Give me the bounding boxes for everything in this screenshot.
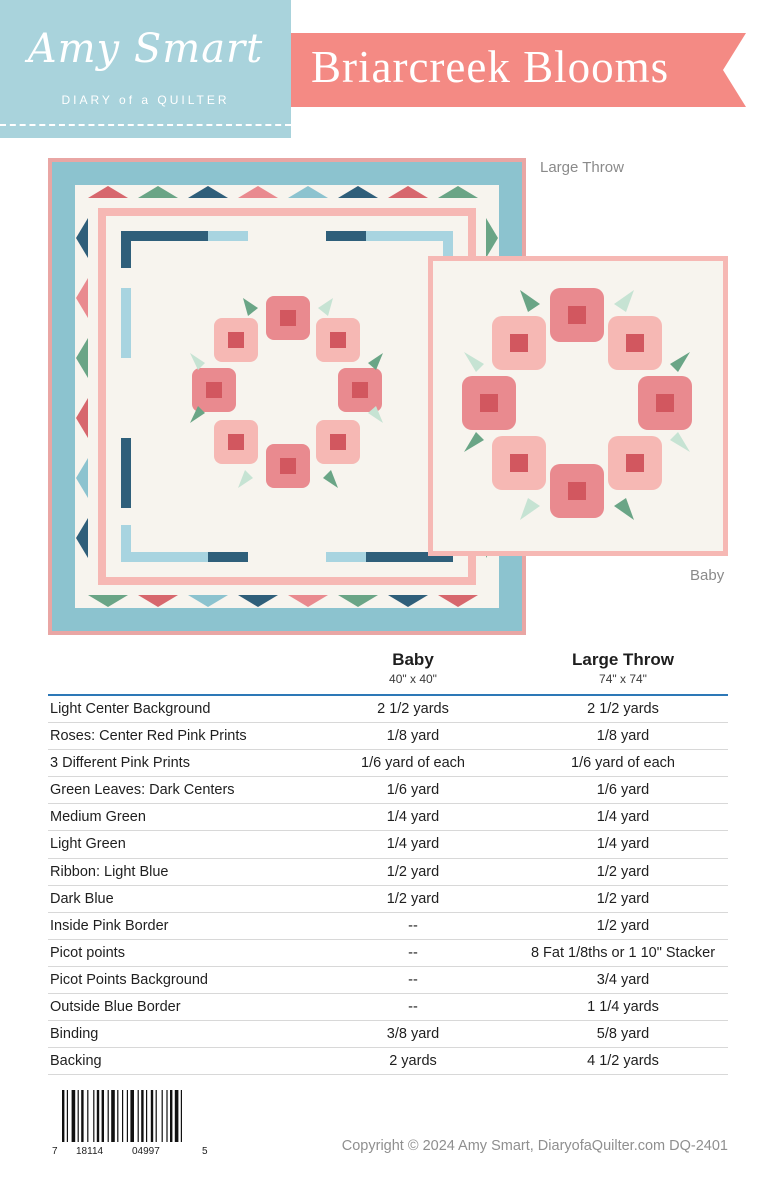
table-row [48,859,728,886]
barcode-bar [170,1090,172,1142]
barcode-bar [111,1090,115,1142]
brand-block [0,0,291,138]
barcode-bar [130,1090,134,1142]
barcode-bar [166,1090,167,1142]
baby-amount: -- [408,999,418,1016]
header-large-name: Large Throw [571,650,674,669]
barcode-bar [127,1090,128,1142]
baby-amount: 1/6 yard of each [361,755,465,772]
large-throw-amount: 1/8 yard [596,728,650,745]
header-baby [353,650,473,686]
baby-amount: -- [408,944,418,961]
fabric-item: Binding [50,1026,99,1043]
large-throw-amount: 1/6 yard [596,782,650,799]
barcode-bars [62,1090,182,1142]
fabric-item: Backing [50,1053,102,1070]
barcode-bar [62,1090,64,1142]
barcode-bar [97,1090,99,1142]
barcode-bar [175,1090,179,1142]
large-throw-amount: 2 1/2 yards [587,701,659,717]
baby-amount: -- [408,917,418,934]
table-row [48,1021,728,1048]
fabric-item: 3 Different Pink Prints [50,755,190,772]
baby-amount: -- [408,971,418,988]
barcode [50,1088,212,1158]
brand-dashed-line [0,124,291,126]
baby-amount: 1/8 yard [386,728,440,745]
table-header [48,648,728,696]
baby-amount: 3/8 yard [386,1026,440,1043]
header-large [543,650,703,686]
barcode-bar [151,1090,153,1142]
large-throw-amount: 1 1/4 yards [587,999,659,1016]
copyright-text: Copyright © 2024 Amy Smart, DiaryofaQuilter.com DQ-2401 [341,1138,728,1154]
fabric-item: Green Leaves: Dark Centers [50,782,235,799]
table-row [48,940,728,967]
fabric-item: Inside Pink Border [50,917,169,934]
baby-quilt-image [428,256,728,556]
barcode-bar [162,1090,163,1142]
header-baby-name: Baby [392,650,434,669]
large-throw-amount: 1/4 yard [596,836,650,853]
barcode-bar [138,1090,139,1142]
table-row [48,777,728,804]
baby-amount: 2 yards [389,1053,437,1070]
fabric-item: Medium Green [50,809,146,826]
baby-amount: 1/6 yard [386,782,440,799]
barcode-bar [78,1090,79,1142]
barcode-bar [93,1090,94,1142]
baby-amount: 1/2 yard [386,890,440,907]
table-row [48,1048,728,1075]
large-throw-amount: 1/2 yard [596,863,650,880]
baby-amount: 1/4 yard [386,809,440,826]
fabric-item: Outside Blue Border [50,999,181,1016]
barcode-digit-first: 7 [52,1146,58,1157]
large-throw-amount: 8 Fat 1/8ths or 1 10" Stacker [530,944,716,961]
baby-amount: 1/4 yard [386,836,440,853]
large-throw-amount: 1/4 yard [596,809,650,826]
barcode-bar [108,1090,109,1142]
title-banner [291,33,746,107]
header-large-size: 74" x 74" [599,672,647,686]
header-baby-size: 40" x 40" [389,672,437,686]
table-row [48,696,728,723]
fabric-item: Light Green [50,836,126,853]
barcode-bar [122,1090,123,1142]
barcode-bar [72,1090,76,1142]
baby-amount: 2 1/2 yards [377,701,449,717]
barcode-bar [102,1090,104,1142]
fabric-item: Dark Blue [50,890,114,907]
fabric-item: Picot points [50,944,125,961]
brand-logo-name: Amy Smart [27,26,264,72]
label-large-throw: Large Throw [540,159,624,176]
table-row [48,886,728,913]
large-throw-amount: 4 1/2 yards [587,1053,659,1070]
table-row [48,804,728,831]
label-baby: Baby [690,567,725,584]
fabric-item: Picot Points Background [50,971,208,988]
table-row [48,723,728,750]
table-row [48,913,728,940]
fabric-item: Light Center Background [50,701,211,717]
table-row [48,750,728,777]
fabric-requirements-table [48,648,728,1075]
fabric-item: Ribbon: Light Blue [50,863,169,880]
barcode-bar [141,1090,143,1142]
barcode-bar [67,1090,68,1142]
barcode-bar [181,1090,182,1142]
table-row [48,967,728,994]
barcode-digit-group-1: 18114 [76,1146,104,1157]
large-throw-amount: 3/4 yard [596,971,650,988]
barcode-bar [117,1090,118,1142]
pattern-title: Briarcreek Blooms [311,42,670,92]
large-throw-amount: 1/2 yard [596,917,650,934]
barcode-bar [87,1090,88,1142]
large-throw-amount: 5/8 yard [596,1026,650,1043]
table-row [48,831,728,858]
barcode-bar [81,1090,83,1142]
barcode-digit-last: 5 [202,1146,208,1157]
large-throw-amount: 1/6 yard of each [571,755,675,772]
barcode-bar [156,1090,157,1142]
brand-subtitle: DIARY of a QUILTER [61,93,230,107]
baby-amount: 1/2 yard [386,863,440,880]
barcode-bar [146,1090,147,1142]
fabric-item: Roses: Center Red Pink Prints [50,728,247,745]
table-body [48,696,728,1075]
table-row [48,994,728,1021]
large-throw-amount: 1/2 yard [596,890,650,907]
barcode-digit-group-2: 04997 [132,1146,160,1157]
